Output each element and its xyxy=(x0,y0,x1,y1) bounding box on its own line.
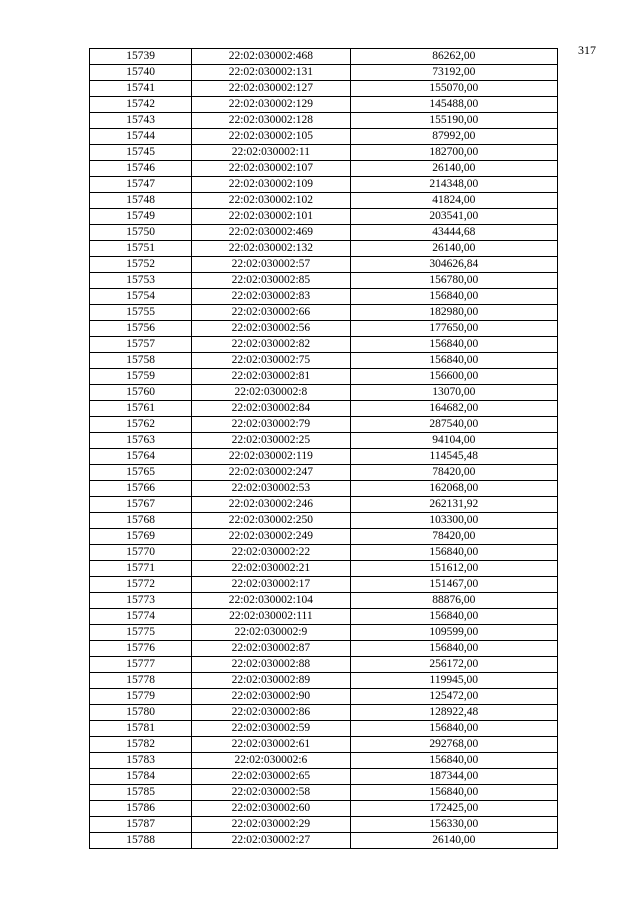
cadastral-number-cell: 22:02:030002:107 xyxy=(192,161,350,177)
value-cell: 156840,00 xyxy=(350,609,557,625)
row-number-cell: 15780 xyxy=(90,705,192,721)
row-number-cell: 15767 xyxy=(90,497,192,513)
row-number-cell: 15777 xyxy=(90,657,192,673)
cadastral-number-cell: 22:02:030002:101 xyxy=(192,209,350,225)
row-number-cell: 15760 xyxy=(90,385,192,401)
row-number-cell: 15753 xyxy=(90,273,192,289)
table-row xyxy=(90,289,558,305)
cadastral-number-cell: 22:02:030002:60 xyxy=(192,801,350,817)
table-row xyxy=(90,129,558,145)
value-cell: 156840,00 xyxy=(350,641,557,657)
value-cell: 287540,00 xyxy=(350,417,557,433)
value-cell: 125472,00 xyxy=(350,689,557,705)
table-row xyxy=(90,769,558,785)
table-row xyxy=(90,817,558,833)
cadastral-number-cell: 22:02:030002:53 xyxy=(192,481,350,497)
cadastral-number-cell: 22:02:030002:247 xyxy=(192,465,350,481)
row-number-cell: 15759 xyxy=(90,369,192,385)
table-row xyxy=(90,401,558,417)
value-cell: 145488,00 xyxy=(350,97,557,113)
value-cell: 155070,00 xyxy=(350,81,557,97)
value-cell: 155190,00 xyxy=(350,113,557,129)
row-number-cell: 15742 xyxy=(90,97,192,113)
cadastral-number-cell: 22:02:030002:27 xyxy=(192,833,350,849)
row-number-cell: 15746 xyxy=(90,161,192,177)
row-number-cell: 15743 xyxy=(90,113,192,129)
table-row xyxy=(90,497,558,513)
cadastral-number-cell: 22:02:030002:104 xyxy=(192,593,350,609)
table-row xyxy=(90,545,558,561)
row-number-cell: 15754 xyxy=(90,289,192,305)
cadastral-number-cell: 22:02:030002:81 xyxy=(192,369,350,385)
cadastral-number-cell: 22:02:030002:59 xyxy=(192,721,350,737)
table-row xyxy=(90,385,558,401)
row-number-cell: 15781 xyxy=(90,721,192,737)
row-number-cell: 15749 xyxy=(90,209,192,225)
row-number-cell: 15747 xyxy=(90,177,192,193)
row-number-cell: 15757 xyxy=(90,337,192,353)
row-number-cell: 15744 xyxy=(90,129,192,145)
table-body xyxy=(90,49,558,849)
table-row xyxy=(90,353,558,369)
cadastral-number-cell: 22:02:030002:58 xyxy=(192,785,350,801)
row-number-cell: 15739 xyxy=(90,49,192,65)
table-row xyxy=(90,321,558,337)
value-cell: 156840,00 xyxy=(350,545,557,561)
value-cell: 128922,48 xyxy=(350,705,557,721)
row-number-cell: 15778 xyxy=(90,673,192,689)
table-row xyxy=(90,273,558,289)
value-cell: 87992,00 xyxy=(350,129,557,145)
value-cell: 114545,48 xyxy=(350,449,557,465)
table-row xyxy=(90,193,558,209)
value-cell: 177650,00 xyxy=(350,321,557,337)
table-row xyxy=(90,657,558,673)
row-number-cell: 15770 xyxy=(90,545,192,561)
cadastral-number-cell: 22:02:030002:65 xyxy=(192,769,350,785)
table-row xyxy=(90,145,558,161)
row-number-cell: 15755 xyxy=(90,305,192,321)
value-cell: 119945,00 xyxy=(350,673,557,689)
cadastral-number-cell: 22:02:030002:249 xyxy=(192,529,350,545)
row-number-cell: 15752 xyxy=(90,257,192,273)
cadastral-number-cell: 22:02:030002:25 xyxy=(192,433,350,449)
cadastral-number-cell: 22:02:030002:61 xyxy=(192,737,350,753)
value-cell: 156840,00 xyxy=(350,337,557,353)
row-number-cell: 15782 xyxy=(90,737,192,753)
cadastral-number-cell: 22:02:030002:75 xyxy=(192,353,350,369)
value-cell: 156600,00 xyxy=(350,369,557,385)
value-cell: 172425,00 xyxy=(350,801,557,817)
row-number-cell: 15775 xyxy=(90,625,192,641)
table-row xyxy=(90,49,558,65)
cadastral-number-cell: 22:02:030002:86 xyxy=(192,705,350,721)
row-number-cell: 15779 xyxy=(90,689,192,705)
row-number-cell: 15788 xyxy=(90,833,192,849)
table-row xyxy=(90,161,558,177)
cadastral-number-cell: 22:02:030002:129 xyxy=(192,97,350,113)
cadastral-number-cell: 22:02:030002:88 xyxy=(192,657,350,673)
value-cell: 162068,00 xyxy=(350,481,557,497)
row-number-cell: 15776 xyxy=(90,641,192,657)
row-number-cell: 15765 xyxy=(90,465,192,481)
value-cell: 26140,00 xyxy=(350,833,557,849)
table-row xyxy=(90,449,558,465)
value-cell: 88876,00 xyxy=(350,593,557,609)
cadastral-number-cell: 22:02:030002:90 xyxy=(192,689,350,705)
value-cell: 156840,00 xyxy=(350,289,557,305)
cadastral-number-cell: 22:02:030002:66 xyxy=(192,305,350,321)
page-number: 317 xyxy=(578,43,596,57)
cadastral-number-cell: 22:02:030002:246 xyxy=(192,497,350,513)
cadastral-number-cell: 22:02:030002:22 xyxy=(192,545,350,561)
value-cell: 304626,84 xyxy=(350,257,557,273)
cadastral-number-cell: 22:02:030002:127 xyxy=(192,81,350,97)
cadastral-number-cell: 22:02:030002:105 xyxy=(192,129,350,145)
value-cell: 151467,00 xyxy=(350,577,557,593)
value-cell: 187344,00 xyxy=(350,769,557,785)
table-row xyxy=(90,705,558,721)
table-row xyxy=(90,433,558,449)
value-cell: 151612,00 xyxy=(350,561,557,577)
value-cell: 13070,00 xyxy=(350,385,557,401)
cadastral-number-cell: 22:02:030002:11 xyxy=(192,145,350,161)
table-row xyxy=(90,673,558,689)
cadastral-number-cell: 22:02:030002:119 xyxy=(192,449,350,465)
table-row xyxy=(90,609,558,625)
row-number-cell: 15751 xyxy=(90,241,192,257)
table-row xyxy=(90,577,558,593)
cadastral-number-cell: 22:02:030002:85 xyxy=(192,273,350,289)
table-row xyxy=(90,417,558,433)
cadastral-number-cell: 22:02:030002:82 xyxy=(192,337,350,353)
row-number-cell: 15761 xyxy=(90,401,192,417)
row-number-cell: 15768 xyxy=(90,513,192,529)
cadastral-number-cell: 22:02:030002:87 xyxy=(192,641,350,657)
value-cell: 164682,00 xyxy=(350,401,557,417)
value-cell: 26140,00 xyxy=(350,241,557,257)
row-number-cell: 15774 xyxy=(90,609,192,625)
value-cell: 73192,00 xyxy=(350,65,557,81)
value-cell: 103300,00 xyxy=(350,513,557,529)
row-number-cell: 15762 xyxy=(90,417,192,433)
row-number-cell: 15785 xyxy=(90,785,192,801)
row-number-cell: 15784 xyxy=(90,769,192,785)
value-cell: 78420,00 xyxy=(350,529,557,545)
cadastral-number-cell: 22:02:030002:109 xyxy=(192,177,350,193)
row-number-cell: 15764 xyxy=(90,449,192,465)
value-cell: 26140,00 xyxy=(350,161,557,177)
value-cell: 256172,00 xyxy=(350,657,557,673)
value-cell: 86262,00 xyxy=(350,49,557,65)
value-cell: 182980,00 xyxy=(350,305,557,321)
value-cell: 156840,00 xyxy=(350,353,557,369)
table-row xyxy=(90,337,558,353)
data-table xyxy=(89,48,558,849)
table-row xyxy=(90,305,558,321)
table-row xyxy=(90,65,558,81)
table-row xyxy=(90,481,558,497)
cadastral-number-cell: 22:02:030002:469 xyxy=(192,225,350,241)
cadastral-number-cell: 22:02:030002:57 xyxy=(192,257,350,273)
table-row xyxy=(90,529,558,545)
table-row xyxy=(90,737,558,753)
row-number-cell: 15740 xyxy=(90,65,192,81)
row-number-cell: 15756 xyxy=(90,321,192,337)
value-cell: 203541,00 xyxy=(350,209,557,225)
row-number-cell: 15748 xyxy=(90,193,192,209)
value-cell: 214348,00 xyxy=(350,177,557,193)
cadastral-number-cell: 22:02:030002:17 xyxy=(192,577,350,593)
value-cell: 156330,00 xyxy=(350,817,557,833)
row-number-cell: 15758 xyxy=(90,353,192,369)
row-number-cell: 15773 xyxy=(90,593,192,609)
table-row xyxy=(90,113,558,129)
row-number-cell: 15783 xyxy=(90,753,192,769)
value-cell: 78420,00 xyxy=(350,465,557,481)
row-number-cell: 15745 xyxy=(90,145,192,161)
table-row xyxy=(90,833,558,849)
row-number-cell: 15750 xyxy=(90,225,192,241)
table-row xyxy=(90,225,558,241)
table-row xyxy=(90,177,558,193)
value-cell: 94104,00 xyxy=(350,433,557,449)
value-cell: 156840,00 xyxy=(350,753,557,769)
cadastral-number-cell: 22:02:030002:21 xyxy=(192,561,350,577)
cadastral-number-cell: 22:02:030002:128 xyxy=(192,113,350,129)
row-number-cell: 15772 xyxy=(90,577,192,593)
table-row xyxy=(90,241,558,257)
table-row xyxy=(90,641,558,657)
cadastral-number-cell: 22:02:030002:89 xyxy=(192,673,350,689)
table-row xyxy=(90,97,558,113)
table-row xyxy=(90,753,558,769)
cadastral-number-cell: 22:02:030002:83 xyxy=(192,289,350,305)
table-row xyxy=(90,721,558,737)
row-number-cell: 15787 xyxy=(90,817,192,833)
cadastral-number-cell: 22:02:030002:132 xyxy=(192,241,350,257)
value-cell: 156840,00 xyxy=(350,785,557,801)
cadastral-number-cell: 22:02:030002:84 xyxy=(192,401,350,417)
table-row xyxy=(90,465,558,481)
row-number-cell: 15771 xyxy=(90,561,192,577)
value-cell: 43444,68 xyxy=(350,225,557,241)
row-number-cell: 15741 xyxy=(90,81,192,97)
value-cell: 292768,00 xyxy=(350,737,557,753)
row-number-cell: 15766 xyxy=(90,481,192,497)
cadastral-number-cell: 22:02:030002:250 xyxy=(192,513,350,529)
table-row xyxy=(90,257,558,273)
row-number-cell: 15763 xyxy=(90,433,192,449)
value-cell: 156840,00 xyxy=(350,721,557,737)
row-number-cell: 15769 xyxy=(90,529,192,545)
value-cell: 109599,00 xyxy=(350,625,557,641)
row-number-cell: 15786 xyxy=(90,801,192,817)
cadastral-number-cell: 22:02:030002:79 xyxy=(192,417,350,433)
cadastral-number-cell: 22:02:030002:468 xyxy=(192,49,350,65)
table-row xyxy=(90,369,558,385)
cadastral-number-cell: 22:02:030002:111 xyxy=(192,609,350,625)
table-row xyxy=(90,561,558,577)
cadastral-number-cell: 22:02:030002:102 xyxy=(192,193,350,209)
table-row xyxy=(90,209,558,225)
value-cell: 156780,00 xyxy=(350,273,557,289)
table-row xyxy=(90,785,558,801)
cadastral-number-cell: 22:02:030002:131 xyxy=(192,65,350,81)
table-row xyxy=(90,689,558,705)
table-row xyxy=(90,625,558,641)
value-cell: 262131,92 xyxy=(350,497,557,513)
table-row xyxy=(90,593,558,609)
table-row xyxy=(90,81,558,97)
value-cell: 182700,00 xyxy=(350,145,557,161)
cadastral-number-cell: 22:02:030002:9 xyxy=(192,625,350,641)
value-cell: 41824,00 xyxy=(350,193,557,209)
table-row xyxy=(90,513,558,529)
table-row xyxy=(90,801,558,817)
cadastral-number-cell: 22:02:030002:6 xyxy=(192,753,350,769)
cadastral-number-cell: 22:02:030002:29 xyxy=(192,817,350,833)
cadastral-number-cell: 22:02:030002:8 xyxy=(192,385,350,401)
cadastral-number-cell: 22:02:030002:56 xyxy=(192,321,350,337)
